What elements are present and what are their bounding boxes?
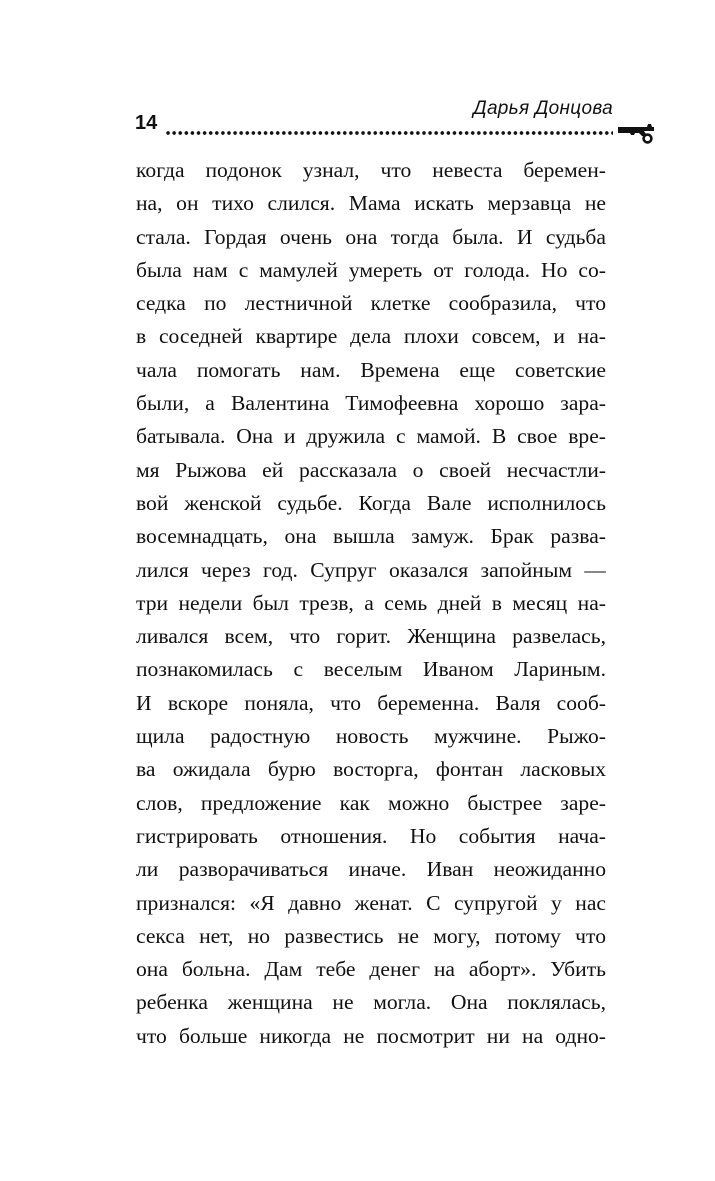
running-header xyxy=(133,98,655,148)
text-line: ребенка женщина не могла. Она поклялась, xyxy=(136,990,606,1015)
page-number: 14 xyxy=(135,112,158,134)
text-line: ливался всем, что горит. Женщина развелась, xyxy=(136,624,606,649)
text-line: секса нет, но развестись не могу, потому что xyxy=(136,923,606,948)
text-line: на, он тихо слился. Мама искать мерзавца не xyxy=(136,191,606,216)
text-line: И вскоре поняла, что беременна. Валя сооб- xyxy=(136,690,606,715)
text-line: слов, предложение как можно быстрее заре- xyxy=(136,790,606,815)
dotted-leader xyxy=(165,130,613,136)
text-line: батывала. Она и дружила с мамой. В свое вре- xyxy=(136,424,606,449)
text-line: чала помогать нам. Времена еще советские xyxy=(136,357,606,382)
text-line: гистрировать отношения. Но события нача- xyxy=(136,823,606,848)
text-line: познакомилась с веселым Иваном Лариным. xyxy=(136,657,606,682)
text-line: щила радостную новость мужчине. Рыжо- xyxy=(136,724,606,749)
text-line: стала. Гордая очень она тогда была. И судьба xyxy=(136,224,606,249)
body-text xyxy=(136,154,606,1053)
text-line: ва ожидала бурю восторга, фонтан ласковых xyxy=(136,757,606,782)
running-header-author: Дарья Донцова xyxy=(473,98,613,119)
text-line: мя Рыжова ей рассказала о своей несчастли- xyxy=(136,457,606,482)
text-line: были, а Валентина Тимофеевна хорошо зара- xyxy=(136,391,606,416)
text-line: когда подонок узнал, что невеста беремен- xyxy=(136,158,606,182)
text-line: признался: «Я давно женат. С супругой у нас xyxy=(136,890,606,915)
text-line: она больна. Дам тебе денег на аборт». Убить xyxy=(136,957,606,982)
text-line: седка по лестничной клетке сообразила, что xyxy=(136,291,606,316)
text-line: три недели был трезв, а семь дней в месяц на- xyxy=(136,590,606,615)
text-line: ли разворачиваться иначе. Иван неожиданно xyxy=(136,857,606,882)
pistol-icon xyxy=(617,121,655,147)
text-line: в соседней квартире дела плохи совсем, и на- xyxy=(136,324,606,349)
text-line: вой женской судьбе. Когда Вале исполнилось xyxy=(136,490,606,515)
text-line: лился через год. Супруг оказался запойным — xyxy=(136,557,606,582)
text-line: что больше никогда не посмотрит ни на одно- xyxy=(136,1023,606,1048)
text-line: восемнадцать, она вышла замуж. Брак разва- xyxy=(136,524,606,549)
text-line: была нам с мамулей умереть от голода. Но со- xyxy=(136,257,606,282)
